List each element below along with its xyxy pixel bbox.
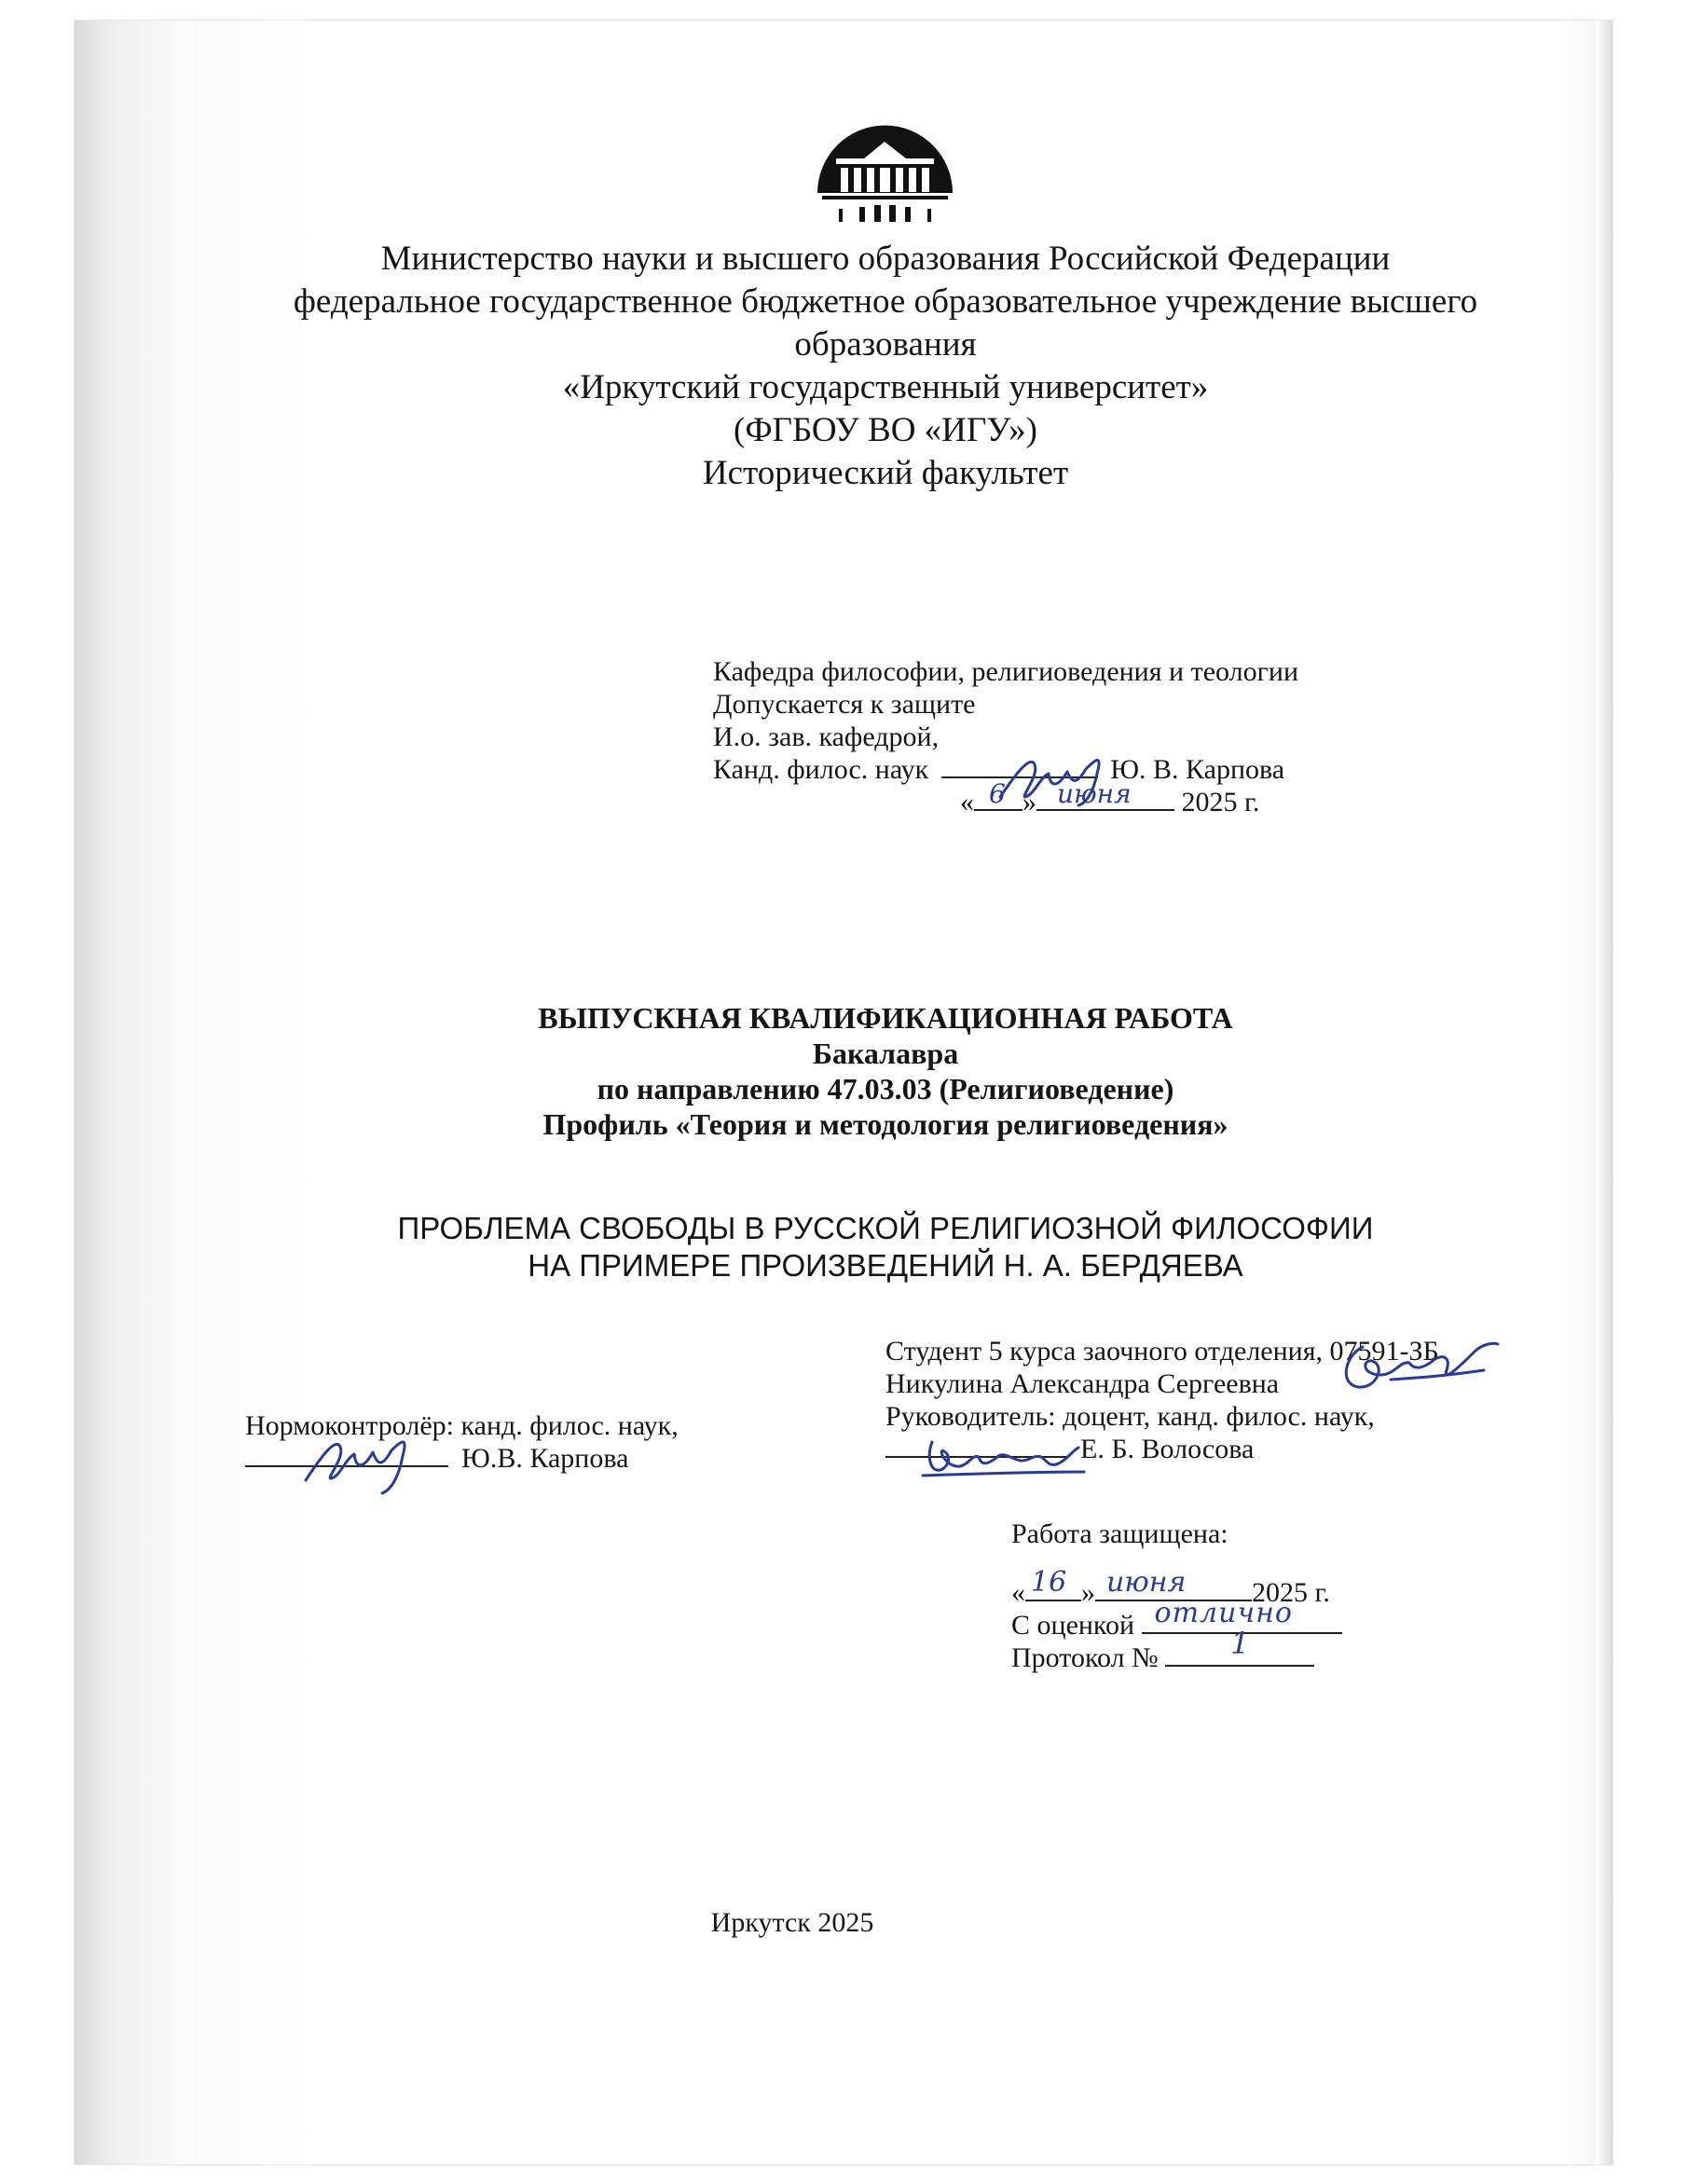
- department-name: Кафедра философии, религиоведения и теологии: [713, 656, 1299, 687]
- defense-month-field: июня: [1095, 1581, 1252, 1601]
- institution-line: федеральное государственное бюджетное образовательное учреждение высшего: [293, 282, 1478, 321]
- supervisor-title: Руководитель: доцент, канд. филос. наук,: [885, 1401, 1375, 1432]
- student-name: Никулина Александра Сергеевна: [885, 1368, 1280, 1399]
- head-title: И.о. зав. кафедрой,: [713, 721, 940, 752]
- faculty-name: Исторический факультет: [702, 454, 1069, 492]
- institution-header: [186, 238, 1585, 495]
- normcontrol-title: Нормоконтролёр: канд. филос. наук,: [245, 1410, 679, 1441]
- protocol-field: 1: [1165, 1646, 1314, 1667]
- date-day-field: 6: [974, 790, 1022, 811]
- student-signature-icon: [1335, 1333, 1503, 1398]
- defense-info: [1011, 1518, 1477, 1674]
- work-title: [186, 1000, 1585, 1142]
- admitted-label: Допускается к защите: [713, 689, 976, 720]
- date-month-field: июня: [1036, 790, 1174, 811]
- study-profile: Профиль «Теория и методология религиоведения»: [542, 1107, 1228, 1141]
- topic-line-1: ПРОБЛЕМА СВОБОДЫ В РУССКОЙ РЕЛИГИОЗНОЙ ФИЛОСОФИИ: [397, 1211, 1374, 1245]
- student-course: Студент 5 курса заочного отделения, 07591-ЗБ: [885, 1336, 1439, 1367]
- city-year: Иркутск 2025: [710, 1907, 874, 1938]
- head-degree: Канд. филос. наук: [713, 754, 929, 785]
- university-logo-icon: [813, 104, 957, 235]
- grade-label: С оценкой: [1011, 1610, 1135, 1641]
- protocol-label: Протокол №: [1011, 1642, 1159, 1673]
- page-edge: [1596, 21, 1613, 2164]
- protocol-row: [1011, 1626, 1477, 1674]
- approval-date: « 6 » июня 2025 г.: [960, 778, 1260, 817]
- head-signature-icon: [993, 746, 1114, 811]
- study-direction: по направлению 47.03.03 (Религиоведение): [597, 1072, 1174, 1106]
- institution-line-2: образования: [794, 325, 977, 364]
- ministry-line: Министерство науки и высшего образования Российской Федерации: [380, 240, 1391, 278]
- thesis-topic: [186, 1210, 1585, 1284]
- grade-field: отлично: [1142, 1614, 1342, 1634]
- supervisor-name: Е. Б. Волосова: [1080, 1434, 1255, 1464]
- defense-label: Работа защищена:: [1011, 1518, 1228, 1549]
- degree-level: Бакалавра: [812, 1037, 959, 1070]
- normcontrol-name: Ю.В. Карпова: [461, 1443, 629, 1474]
- head-name: Ю. В. Карпова: [1110, 754, 1285, 785]
- defense-date: « 16 » июня 2025 г.: [1011, 1566, 1330, 1608]
- supervisor-signature-icon: [918, 1431, 1091, 1487]
- work-type: ВЫПУСКНАЯ КВАЛИФИКАЦИОННАЯ РАБОТА: [538, 1001, 1233, 1035]
- defense-day-field: 16: [1025, 1581, 1081, 1601]
- normcontrol-signature-icon: [298, 1426, 429, 1501]
- topic-line-2: НА ПРИМЕРЕ ПРОИЗВЕДЕНИЙ Н. А. БЕРДЯЕВА: [528, 1248, 1243, 1283]
- university-name: «Иркутский государственный университет»: [562, 368, 1209, 406]
- university-abbreviation: (ФГБОУ ВО «ИГУ»): [734, 411, 1037, 449]
